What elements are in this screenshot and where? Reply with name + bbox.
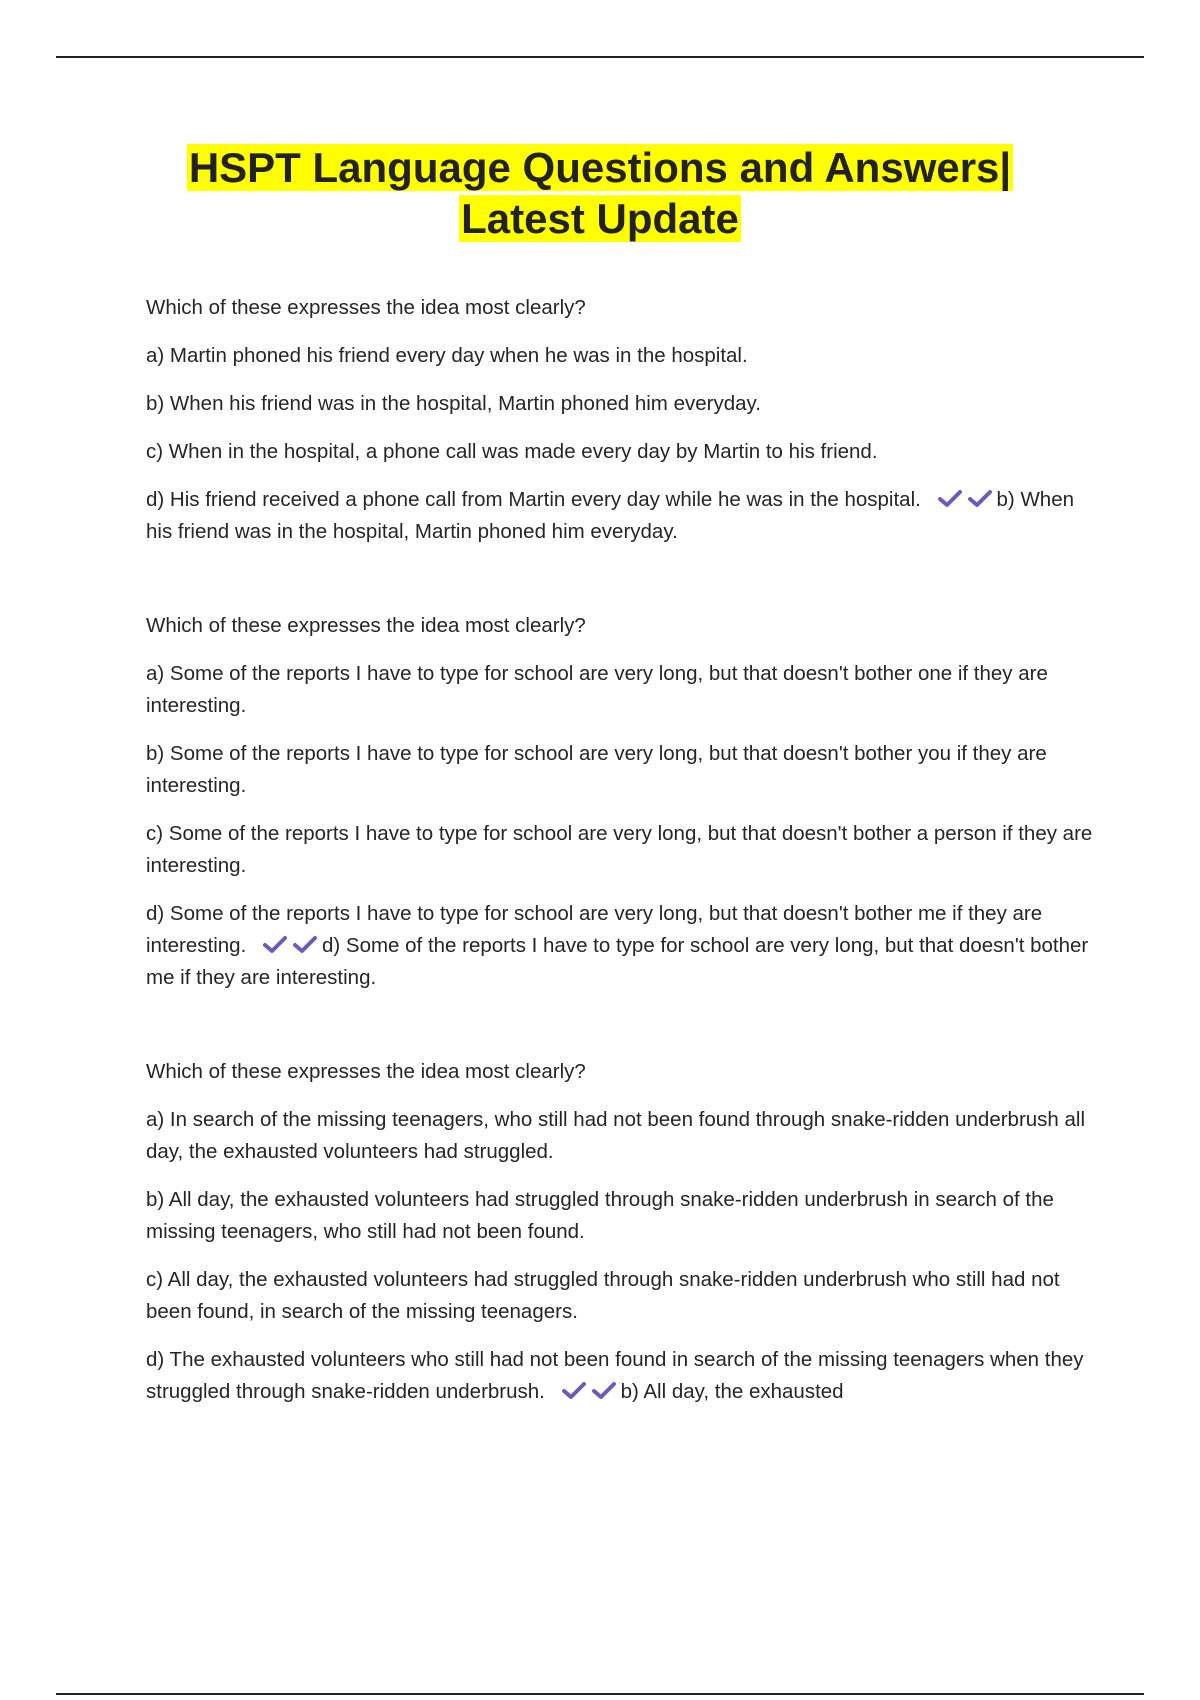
option-a: a) Some of the reports I have to type for school are very long, but that doesn't bother one if they are interesting. [146, 662, 1048, 717]
bottom-rule [56, 1693, 1144, 1695]
answer-text: b) When his friend was in the hospital, Martin phoned him everyday. [146, 488, 1075, 543]
option-a: a) In search of the missing teenagers, who still had not been found through snake-ridden underbrush all day, the exhausted volunteers had struggled. [146, 1108, 1086, 1163]
checkmark-icon [561, 1381, 587, 1401]
option-d-with-answer [146, 898, 1096, 994]
checkmark-icon [967, 489, 993, 509]
option-b: b) Some of the reports I have to type for school are very long, but that doesn't bother you if they are interesting. [146, 742, 1047, 797]
question-block [146, 292, 1096, 548]
option-b: b) All day, the exhausted volunteers had struggled through snake-ridden underbrush in search of the missing teenagers, who still had not been found. [146, 1188, 1054, 1243]
option-c: c) When in the hospital, a phone call was made every day by Martin to his friend. [146, 440, 878, 463]
checkmark-icon [937, 489, 963, 509]
question-prompt: Which of these expresses the idea most clearly? [146, 614, 586, 637]
option-b: b) When his friend was in the hospital, Martin phoned him everyday. [146, 392, 761, 415]
answer-checkmarks [559, 1380, 619, 1403]
option-d: d) The exhausted volunteers who still had not been found in search of the missing teenagers when they struggled through snake-ridden underbrush. [146, 1348, 1084, 1403]
checkmark-icon [591, 1381, 617, 1401]
option-d: d) Some of the reports I have to type for school are very long, but that doesn't bother me if they are interesting. [146, 902, 1043, 957]
top-rule [56, 56, 1144, 58]
title-line-1: HSPT Language Questions and Answers| [188, 144, 1012, 191]
question-block [146, 610, 1096, 994]
option-d-with-answer [146, 484, 1096, 548]
answer-checkmarks [260, 934, 320, 957]
option-a: a) Martin phoned his friend every day when he was in the hospital. [146, 344, 748, 367]
answer-checkmarks [935, 488, 995, 511]
option-c: c) All day, the exhausted volunteers had struggled through snake-ridden underbrush who still had not been found, in search of the missing teenagers. [146, 1268, 1060, 1323]
option-d: d) His friend received a phone call from Martin every day while he was in the hospital. [146, 488, 921, 511]
question-list [146, 292, 1096, 1470]
document-title [0, 142, 1200, 244]
option-d-with-answer [146, 1344, 1096, 1408]
title-line-2: Latest Update [461, 195, 739, 242]
checkmark-icon [262, 935, 288, 955]
option-c: c) Some of the reports I have to type for school are very long, but that doesn't bother a person if they are interesting. [146, 822, 1093, 877]
question-prompt: Which of these expresses the idea most clearly? [146, 296, 586, 319]
question-prompt: Which of these expresses the idea most clearly? [146, 1060, 586, 1083]
question-block [146, 1056, 1096, 1408]
answer-text: d) Some of the reports I have to type for school are very long, but that doesn't bother me if they are interesting. [146, 934, 1089, 989]
checkmark-icon [292, 935, 318, 955]
answer-text: b) All day, the exhausted [620, 1380, 844, 1403]
